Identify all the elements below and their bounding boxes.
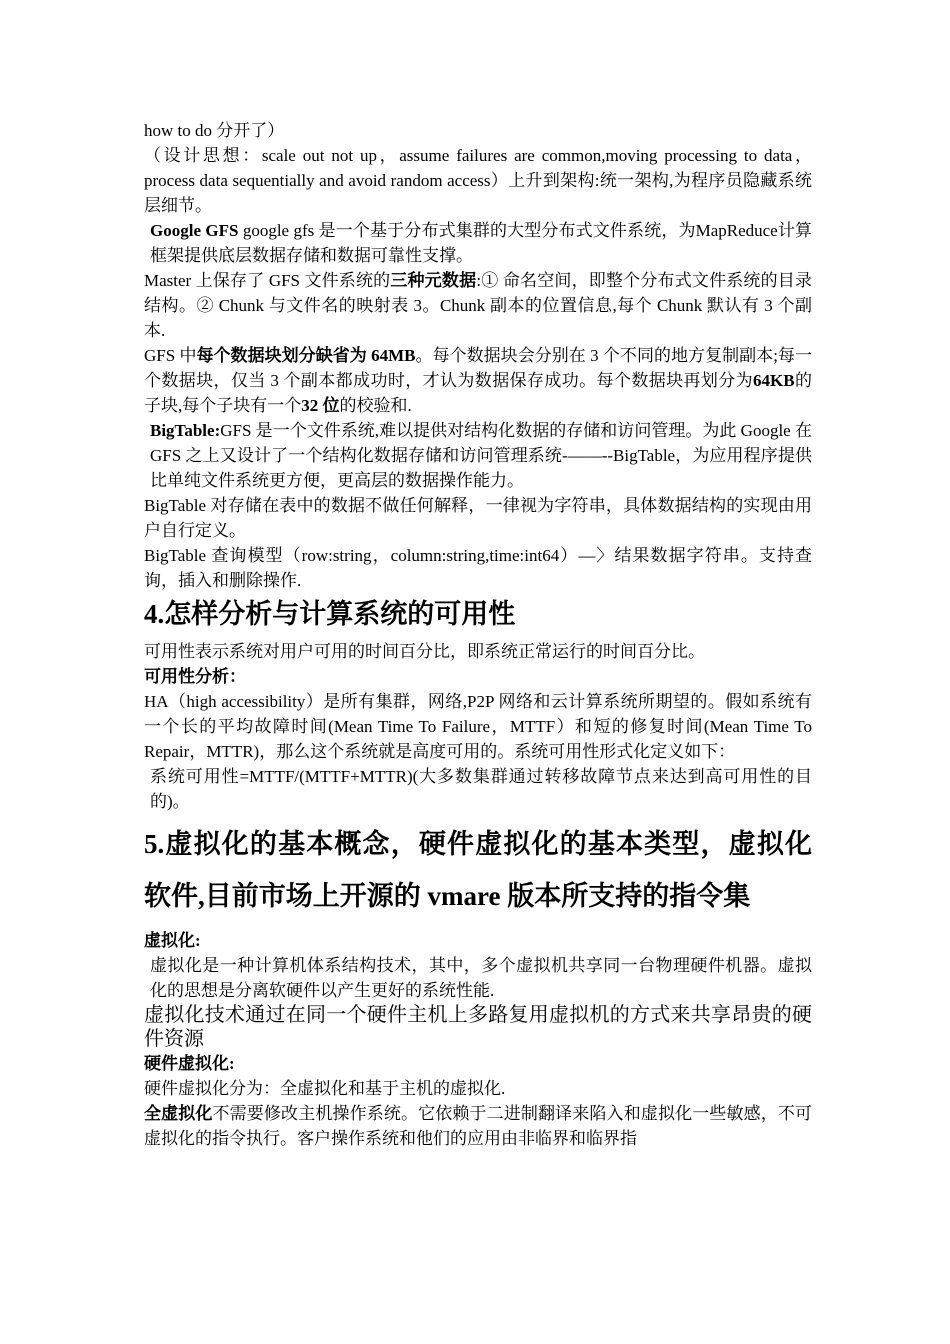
subblock-size-term: 64KB (753, 371, 795, 390)
bigtable-term: BigTable: (150, 421, 221, 440)
paragraph-availability-formula: 系统可用性=MTTF/(MTTF+MTTR)(大多数集群通过转移故障节点来达到高可用性的目的)。 (150, 767, 812, 811)
master-text-b: :① 命名空间，即整个分布式文件系统的目录结构。② Chunk 与文件名的映射表 3。Chunk 副本的位置信息,每个 Chunk 默认有 3 个副本. (144, 271, 812, 340)
paragraph-bigtable-strings: BigTable 对存储在表中的数据不做任何解释，一律视为字符串，具体数据结构的实现由用户自行定义。 (144, 496, 812, 540)
paragraph-full-virtualization (144, 1101, 812, 1151)
paragraph-gfs-chunks (144, 343, 812, 418)
gfs-text-a: GFS 中 (144, 346, 197, 365)
bigtable-text: GFS 是一个文件系统,难以提供对结构化数据的存储和访问管理。为此 Google 在 GFS 之上又设计了一个结构化数据存储和访问管理系统-——--BigTable，为应用程序提供比单纯文件系统更方便，更高层的数据操作能力。 (150, 421, 812, 490)
paragraph-design-idea: （设计思想：scale out not up，assume failures are common,moving processing to data，process data sequentially and avoid random access）上升到架构:统一架构,为程序员隐藏系统层细节。 (144, 146, 812, 215)
gfs-text-b: 。每个数据块会分别在 3 个不同的地方复制副本;每一个数据块，仅当 3 个副本都成功时，才认为数据保存成功。每个数据块再划分为 (144, 346, 812, 390)
paragraph-bigtable (144, 418, 812, 493)
paragraph-virtualization-tech: 虚拟化技术通过在同一个硬件主机上多路复用虚拟机的方式来共享昂贵的硬件资源 (144, 1004, 812, 1050)
paragraph-availability-def: 可用性表示系统对用户可用的时间百分比，即系统正常运行的时间百分比。 (144, 642, 705, 661)
paragraph-ha: HA（high accessibility）是所有集群，网络,P2P 网络和云计算系统所期望的。假如系统有一个长的平均故障时间(Mean Time To Failure，MTTF）和短的修复时间(Mean Time To Repair，MTTR)，那么这个系统就是高度可用的。系统可用性形式化定义如下： (144, 692, 812, 761)
document-body (144, 118, 812, 1151)
full-virtualization-text: 不需要修改主机操作系统。它依赖于二进制翻译来陷入和虚拟化一些敏感，不可虚拟化的指令执行。客户操作系统和他们的应用由非临界和临界指 (144, 1104, 813, 1148)
section-heading-4: 4.怎样分析与计算系统的可用性 (144, 599, 516, 629)
paragraph-virtualization-def: 虚拟化是一种计算机体系结构技术，其中，多个虚拟机共享同一台物理硬件机器。虚拟化的思想是分离软硬件以产生更好的系统性能. (150, 956, 812, 1000)
chunk-size-term: 每个数据块划分缺省为 64MB (196, 346, 416, 365)
label-hardware-virtualization: 硬件虚拟化: (144, 1054, 235, 1073)
paragraph-hw-virt-types: 硬件虚拟化分为：全虚拟化和基于主机的虚拟化. (144, 1079, 506, 1098)
gfs-text-d: 的校验和. (339, 396, 412, 415)
checksum-bits-term: 32 位 (301, 396, 340, 415)
gfs-text-c: 的子块,每个子块有一个 (144, 371, 812, 415)
paragraph-how-to-do: how to do 分开了） (144, 121, 285, 140)
google-gfs-term: Google GFS (150, 221, 239, 240)
master-text-a: Master 上保存了 GFS 文件系统的 (144, 271, 391, 290)
paragraph-google-gfs (144, 218, 812, 268)
paragraph-master-metadata (144, 268, 812, 343)
label-virtualization: 虚拟化: (144, 931, 201, 950)
three-metadata-term: 三种元数据 (390, 271, 477, 290)
full-virtualization-term: 全虚拟化 (144, 1104, 213, 1123)
section-heading-5: 5.虚拟化的基本概念，硬件虚拟化的基本类型，虚拟化软件,目前市场上开源的 vmare 版本所支持的指令集 (144, 829, 812, 911)
label-availability-analysis: 可用性分析： (144, 667, 246, 686)
paragraph-bigtable-query: BigTable 查询模型（row:string，column:string,time:int64）—〉结果数据字符串。支持查询，插入和删除操作. (144, 546, 812, 590)
google-gfs-text: google gfs 是一个基于分布式集群的大型分布式文件系统，为MapReduce计算框架提供底层数据存储和数据可靠性支撑。 (150, 221, 812, 265)
